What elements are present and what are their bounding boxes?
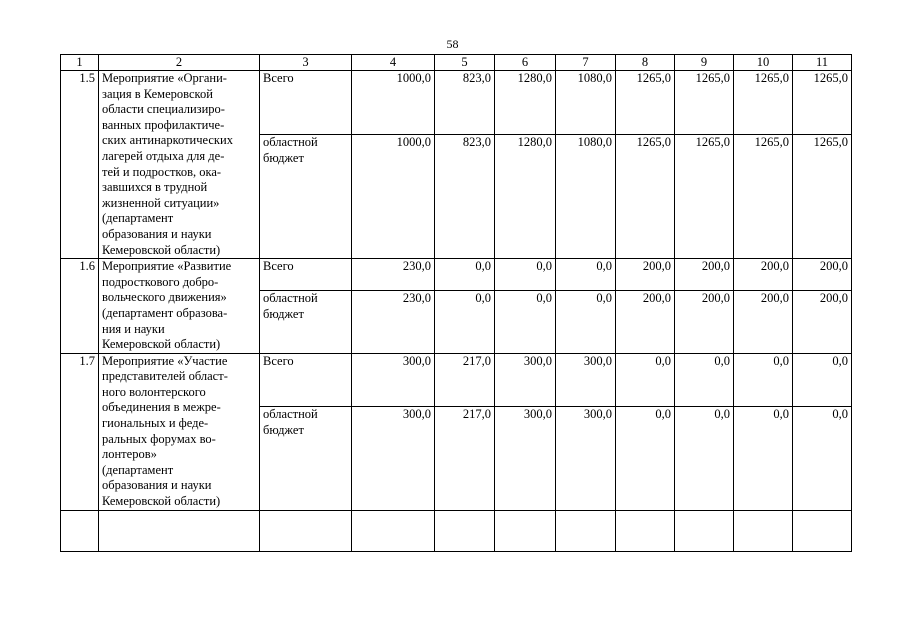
source-value: 0,0 [734, 407, 793, 511]
description-line: Кемеровской области) [102, 242, 221, 257]
empty-cell [675, 510, 734, 551]
source-value: 217,0 [435, 407, 495, 511]
source-value: 200,0 [616, 291, 675, 353]
source-value: 1265,0 [616, 134, 675, 258]
total-value: 200,0 [793, 259, 852, 291]
description-line: лагерей отдыха для де- [102, 148, 225, 163]
table-filler-row [61, 510, 852, 551]
total-value: 1265,0 [734, 71, 793, 135]
row-number: 1.7 [61, 353, 99, 510]
description-line: вольческого движения» [102, 290, 227, 305]
total-value: 300,0 [495, 353, 556, 406]
total-value: 200,0 [734, 259, 793, 291]
source-value: 200,0 [734, 291, 793, 353]
header-cell: 3 [260, 55, 352, 71]
description-line: (департамент [102, 462, 174, 477]
empty-cell [793, 510, 852, 551]
source-label [260, 407, 352, 511]
total-value: 1265,0 [675, 71, 734, 135]
source-label-line: бюджет [263, 422, 304, 437]
total-value: 1080,0 [556, 71, 616, 135]
description-line: ния и науки [102, 321, 165, 336]
source-label-line: областной [263, 407, 318, 422]
header-cell: 8 [616, 55, 675, 71]
total-label: Всего [260, 353, 352, 406]
total-value: 217,0 [435, 353, 495, 406]
empty-cell [616, 510, 675, 551]
total-value: 200,0 [675, 259, 734, 291]
description-line: ванных профилактиче- [102, 117, 225, 132]
source-label [260, 134, 352, 258]
empty-cell [99, 510, 260, 551]
source-value: 300,0 [495, 407, 556, 511]
description-line: (департамент образова- [102, 305, 228, 320]
total-value: 1265,0 [793, 71, 852, 135]
table-row-total [61, 71, 852, 135]
description-line: объединения в межре- [102, 400, 221, 415]
source-label-line: бюджет [263, 150, 304, 165]
description-line: завшихся в трудной [102, 180, 208, 195]
header-cell: 11 [793, 55, 852, 71]
total-value: 1000,0 [352, 71, 435, 135]
description-line: образования и науки [102, 226, 212, 241]
description-line: (департамент [102, 211, 174, 226]
total-value: 300,0 [556, 353, 616, 406]
source-label-line: областной [263, 291, 318, 306]
source-value: 1265,0 [734, 134, 793, 258]
header-cell: 10 [734, 55, 793, 71]
source-value: 823,0 [435, 134, 495, 258]
header-cell: 5 [435, 55, 495, 71]
total-value: 0,0 [616, 353, 675, 406]
source-value: 1080,0 [556, 134, 616, 258]
source-value: 200,0 [793, 291, 852, 353]
description-line: тей и подростков, ока- [102, 164, 222, 179]
empty-cell [495, 510, 556, 551]
description-line: Мероприятие «Участие [102, 353, 228, 368]
empty-cell [352, 510, 435, 551]
total-value: 200,0 [616, 259, 675, 291]
header-cell: 1 [61, 55, 99, 71]
total-value: 0,0 [556, 259, 616, 291]
description-line: ских антинаркотических [102, 133, 233, 148]
header-cell: 6 [495, 55, 556, 71]
total-label: Всего [260, 71, 352, 135]
header-cell: 9 [675, 55, 734, 71]
description-line: области специализиро- [102, 102, 225, 117]
source-value: 1000,0 [352, 134, 435, 258]
source-value: 0,0 [556, 291, 616, 353]
source-value: 1280,0 [495, 134, 556, 258]
total-value: 1265,0 [616, 71, 675, 135]
empty-cell [556, 510, 616, 551]
source-value: 1265,0 [675, 134, 734, 258]
description-line: лонтеров» [102, 447, 157, 462]
source-value: 300,0 [556, 407, 616, 511]
empty-cell [260, 510, 352, 551]
description-line: образования и науки [102, 478, 212, 493]
table-row-total [61, 353, 852, 406]
empty-cell [734, 510, 793, 551]
header-cell: 2 [99, 55, 260, 71]
source-value: 0,0 [675, 407, 734, 511]
description-line: ральных форумах во- [102, 431, 216, 446]
row-number: 1.5 [61, 71, 99, 259]
budget-table [60, 54, 852, 552]
empty-cell [435, 510, 495, 551]
description-line: зация в Кемеровской [102, 86, 213, 101]
total-value: 823,0 [435, 71, 495, 135]
measure-description [99, 71, 260, 259]
source-value: 1265,0 [793, 134, 852, 258]
description-line: жизненной ситуации» [102, 195, 220, 210]
total-value: 300,0 [352, 353, 435, 406]
description-line: ного волонтерского [102, 384, 206, 399]
measure-description [99, 259, 260, 354]
table-body [61, 71, 852, 552]
total-value: 0,0 [793, 353, 852, 406]
empty-cell [61, 510, 99, 551]
description-line: Мероприятие «Развитие [102, 259, 232, 274]
header-cell: 7 [556, 55, 616, 71]
source-value: 0,0 [435, 291, 495, 353]
total-label: Всего [260, 259, 352, 291]
row-number: 1.6 [61, 259, 99, 354]
total-value: 0,0 [734, 353, 793, 406]
header-cell: 4 [352, 55, 435, 71]
total-value: 0,0 [495, 259, 556, 291]
description-line: подросткового добро- [102, 274, 219, 289]
page-number: 58 [446, 37, 459, 51]
measure-description [99, 353, 260, 510]
source-label-line: областной [263, 134, 318, 149]
table-row-total [61, 259, 852, 291]
header-row [61, 55, 852, 71]
description-line: гиональных и феде- [102, 416, 209, 431]
total-value: 230,0 [352, 259, 435, 291]
description-line: Кемеровской области) [102, 337, 221, 352]
source-value: 0,0 [793, 407, 852, 511]
description-line: Кемеровской области) [102, 494, 221, 509]
total-value: 0,0 [435, 259, 495, 291]
description-line: представителей област- [102, 369, 228, 384]
source-value: 300,0 [352, 407, 435, 511]
source-value: 0,0 [495, 291, 556, 353]
source-value: 230,0 [352, 291, 435, 353]
total-value: 1280,0 [495, 71, 556, 135]
source-value: 200,0 [675, 291, 734, 353]
source-label [260, 291, 352, 353]
source-value: 0,0 [616, 407, 675, 511]
source-label-line: бюджет [263, 306, 304, 321]
description-line: Мероприятие «Органи- [102, 71, 227, 85]
total-value: 0,0 [675, 353, 734, 406]
